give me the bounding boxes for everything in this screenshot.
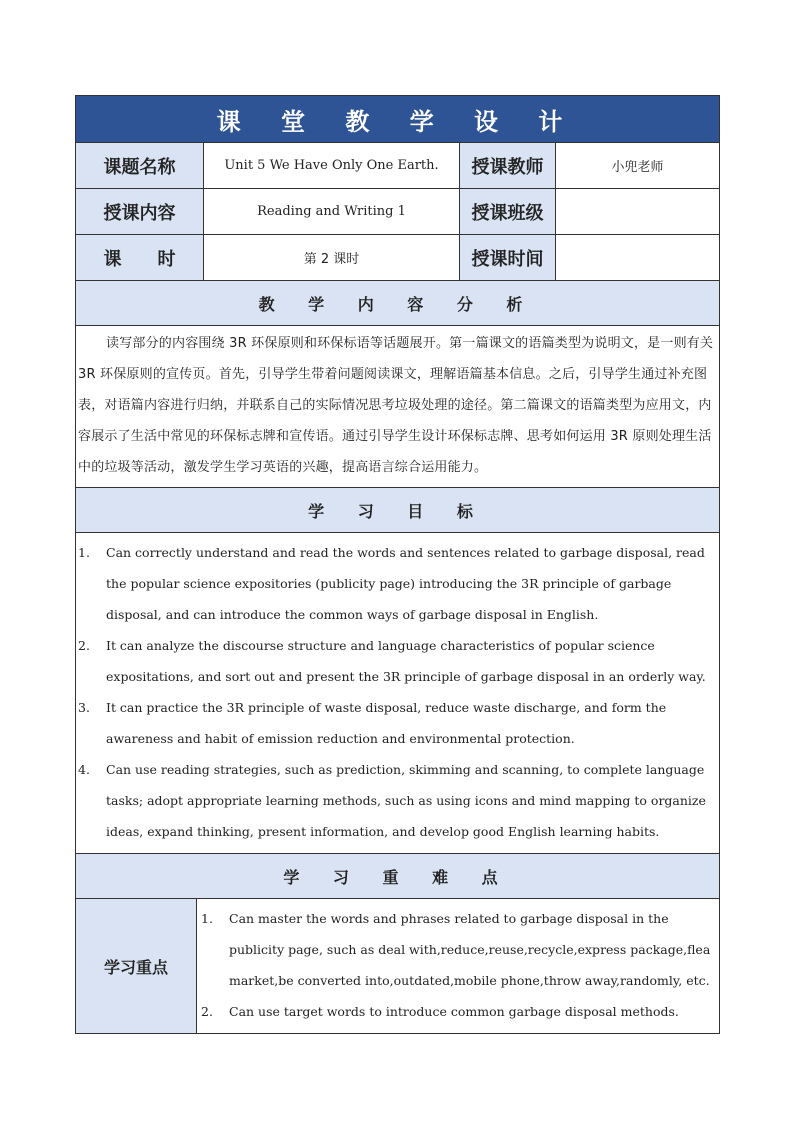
objectives-heading-row xyxy=(76,488,720,533)
item-number: 1. xyxy=(78,545,90,560)
item-number: 2. xyxy=(201,1004,213,1019)
list-item xyxy=(76,692,715,754)
info-row-topic xyxy=(76,143,720,189)
objectives-heading: 学 习 目 标 xyxy=(76,488,720,533)
content-value: Reading and Writing 1 xyxy=(204,189,460,235)
period-value: 第 2 课时 xyxy=(204,235,460,281)
objectives-list xyxy=(76,533,720,854)
item-text: Can master the words and phrases related to garbage disposal in the publicity page, such as deal with,reduce,reuse,recycle,express package,flea market,be converted into,outdated,mobile phone,throw away,randomly, etc. xyxy=(229,911,711,988)
analysis-heading-row xyxy=(76,281,720,326)
topic-label: 课题名称 xyxy=(76,143,204,189)
list-item xyxy=(76,630,715,692)
item-text: Can use reading strategies, such as prediction, skimming and scanning, to complete language tasks; adopt appropriate learning methods, such as using icons and mind mapping to organize ideas, expand thinking, present information, and develop good English learning habits. xyxy=(106,762,706,839)
item-text: It can analyze the discourse structure and language characteristics of popular science expositations, and sort out and present the 3R principle of garbage disposal in an orderly way. xyxy=(106,638,706,684)
document-title: 课 堂 教 学 设 计 xyxy=(76,96,720,143)
lesson-plan-sheet xyxy=(75,95,719,1034)
key-points-label: 学习重点 xyxy=(76,899,197,1033)
time-label: 授课时间 xyxy=(460,235,556,281)
analysis-row xyxy=(76,326,720,488)
key-points-heading: 学 习 重 难 点 xyxy=(76,854,720,899)
key-points-body xyxy=(76,899,719,1033)
teacher-value: 小兜老师 xyxy=(556,143,720,189)
item-number: 2. xyxy=(78,638,90,653)
class-value xyxy=(556,189,720,235)
time-value xyxy=(556,235,720,281)
item-number: 4. xyxy=(78,762,90,777)
lesson-plan-table xyxy=(75,95,720,1034)
title-row xyxy=(76,96,720,143)
item-text: Can use target words to introduce common garbage disposal methods. xyxy=(229,1004,679,1019)
item-number: 3. xyxy=(78,700,90,715)
key-points-cell xyxy=(76,899,720,1034)
key-points-row xyxy=(76,899,720,1034)
topic-value: Unit 5 We Have Only One Earth. xyxy=(204,143,460,189)
list-item xyxy=(76,537,715,630)
teacher-label: 授课教师 xyxy=(460,143,556,189)
list-item xyxy=(76,754,715,847)
item-text: Can correctly understand and read the words and sentences related to garbage disposal, read the popular science expositories (publicity page) introducing the 3R principle of garbage disposal, and can introduce the common ways of garbage disposal in English. xyxy=(106,545,705,622)
key-points-list xyxy=(197,899,719,1033)
item-text: It can practice the 3R principle of waste disposal, reduce waste discharge, and form the awareness and habit of emission reduction and environmental protection. xyxy=(106,700,667,746)
info-row-period xyxy=(76,235,720,281)
objectives-row xyxy=(76,533,720,854)
list-item xyxy=(199,996,715,1027)
list-item xyxy=(199,903,715,996)
analysis-text: 读写部分的内容围绕 3R 环保原则和环保标语等话题展开。第一篇课文的语篇类型为说明文，是一则有关 3R 环保原则的宣传页。首先，引导学生带着问题阅读课文，理解语篇基本信息。之后，引导学生通过补充图表，对语篇内容进行归纳，并联系自己的实际情况思考垃圾处理的途径。第二篇课文的语篇类型为应用文，内容展示了生活中常见的环保标志牌和宣传语。通过引导学生设计环保标志牌、思考如何运用 3R 原则处理生活中的垃圾等活动，激发学生学习英语的兴趣，提高语言综合运用能力。 xyxy=(76,326,720,488)
key-points-heading-row xyxy=(76,854,720,899)
analysis-heading: 教 学 内 容 分 析 xyxy=(76,281,720,326)
item-number: 1. xyxy=(201,911,213,926)
class-label: 授课班级 xyxy=(460,189,556,235)
content-label: 授课内容 xyxy=(76,189,204,235)
period-label: 课 时 xyxy=(76,235,204,281)
info-row-content xyxy=(76,189,720,235)
